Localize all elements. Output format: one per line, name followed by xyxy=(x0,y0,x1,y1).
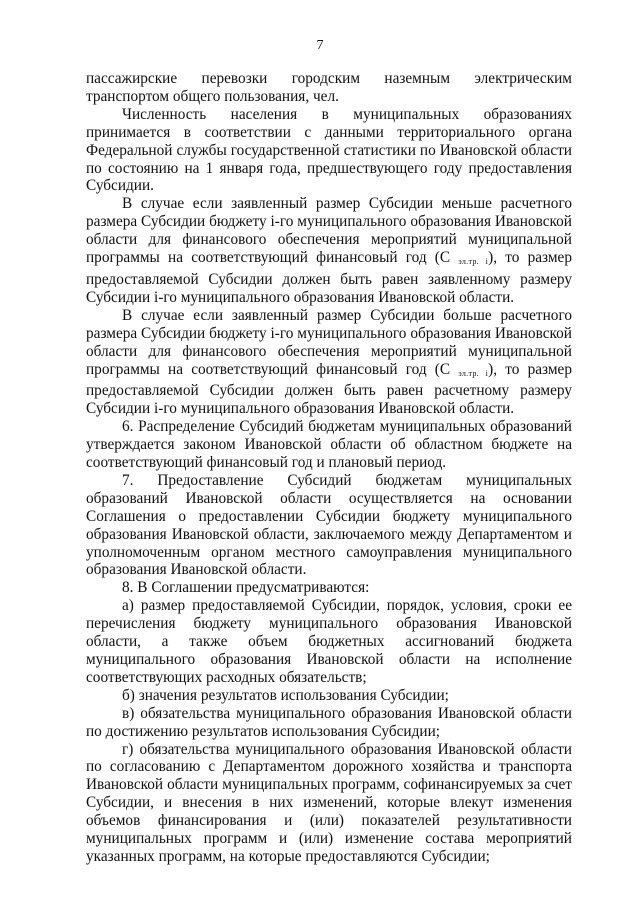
paragraph xyxy=(86,741,572,866)
paragraph-text: В случае если заявленный размер Субсидии больше расчетного размера Субсидии бюджету i-го муниципального образования Ивановской области для финансового обеспечения мероприятий муниципальной программы на соответствующий финансовый год (С xyxy=(86,306,572,378)
document-body xyxy=(86,70,572,866)
paragraph xyxy=(86,472,572,579)
page-number: 7 xyxy=(316,38,324,53)
paragraph xyxy=(86,705,572,741)
paragraph-text: г) обязательства муниципального образования Ивановской области по согласованию с Департаментом дорожного хозяйства и транспорта Ивановской области муниципальных программ, софинансируемых за счет Субсидии, и внесения в них изменений, которые влекут изменения объемов финансирования и (или) показателей результативности муниципальных программ и (или) изменение состава мероприятий указанных программ, на которые предоставляются Субсидии; xyxy=(86,740,572,865)
subscript-text: эл.тр. i xyxy=(458,257,489,267)
paragraph-text: 7. Предоставление Субсидий бюджетам муниципальных образований Ивановской области осуществляется на основании Соглашения о предоставлении Субсидии бюджету муниципального образования Ивановской области, заключаемого между Департаментом и уполномоченным органом местного самоуправления муниципального образования Ивановской области. xyxy=(86,471,572,579)
paragraph-text: 6. Распределение Субсидий бюджетам муниципальных образований утверждается законом Ивановской области об областном бюджете на соответствующий финансовый год и плановый период. xyxy=(86,418,572,472)
paragraph xyxy=(86,579,572,597)
paragraph-text: а) размер предоставляемой Субсидии, порядок, условия, сроки ее перечисления бюджету муниципального образования Ивановской области, а также объем бюджетных ассигнований бюджета муниципального образования Ивановской области на исполнение соответствующих расходных обязательств; xyxy=(86,597,572,686)
paragraph xyxy=(86,418,572,472)
paragraph-text: в) обязательства муниципального образования Ивановской области по достижению результатов использования Субсидии; xyxy=(86,704,572,740)
paragraph-text: Численность населения в муниципальных образованиях принимается в соответствии с данными территориального органа Федеральной службы государственной статистики по Ивановской области по состоянию на 1 января года, предшествующего году предоставления Субсидии. xyxy=(86,105,572,195)
paragraph-text: ), то размер предоставляемой Субсидии должен быть равен расчетному размеру Субсидии i-го муниципального образования Ивановской области. xyxy=(86,360,572,418)
paragraph-text: В случае если заявленный размер Субсидии меньше расчетного размера Субсидии бюджету i-го муниципального образования Ивановской области для финансового обеспечения мероприятий муниципальной программы на соответствующий финансовый год (С xyxy=(86,195,572,267)
subscript-text: эл.тр. i xyxy=(458,368,489,378)
paragraph-text: б) значения результатов использования Субсидии; xyxy=(122,686,449,704)
paragraph xyxy=(86,195,572,306)
paragraph-text: 8. В Соглашении предусматриваются: xyxy=(122,579,370,597)
paragraph-text: пассажирские перевозки городским наземным электрическим транспортом общего пользования, чел. xyxy=(86,70,572,105)
paragraph xyxy=(86,106,572,196)
paragraph xyxy=(86,307,572,418)
paragraph xyxy=(86,687,572,705)
paragraph xyxy=(86,597,572,687)
paragraph-text: ), то размер предоставляемой Субсидии должен быть равен заявленному размеру Субсидии i-го муниципального образования Ивановской области. xyxy=(86,249,572,306)
paragraph xyxy=(86,70,572,106)
